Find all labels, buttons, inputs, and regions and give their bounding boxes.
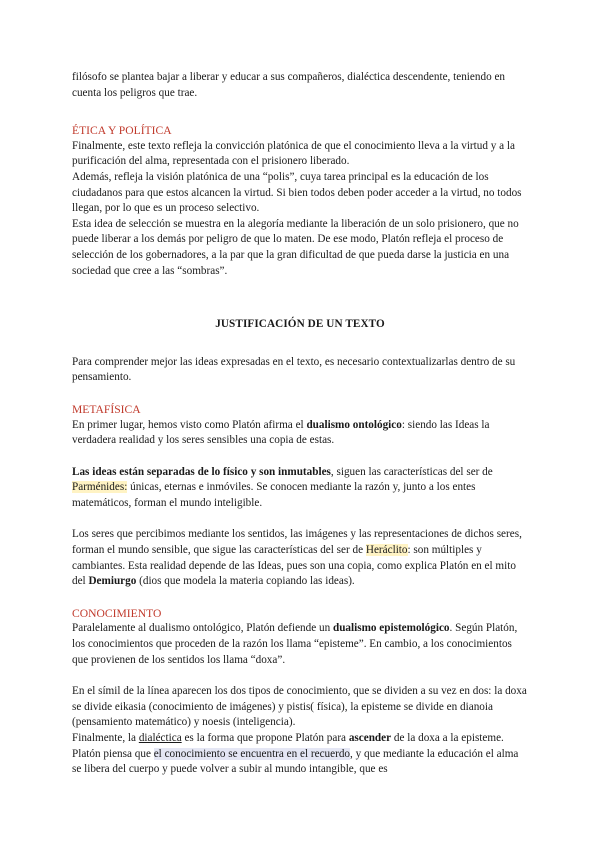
ideas-separadas-phrase: Las ideas están separadas de lo físico y son inmutables xyxy=(72,465,331,478)
text-run: En primer lugar, hemos visto como Platón afirma el xyxy=(72,418,307,431)
conocimiento-paragraph-2: En el símil de la línea aparecen los dos tipos de conocimiento, que se dividen a su vez en dos: la doxa se divide eikasia (conocimiento de imágenes) y pistis( física), la episteme se divide en dianoia (pensamiento matemático) y noesis (inteligencia). xyxy=(72,685,527,729)
text-run: . Según Platón, los conocimientos que proceden de la razón los llama “episteme”. En cambio, a los conocimientos que provienen de los sentidos los llama “doxa”. xyxy=(72,622,518,666)
dualismo-epistemologico-term: dualismo epistemológico xyxy=(332,622,450,635)
parmenides-highlight: Parménides: xyxy=(72,481,128,494)
ascender-term: ascender xyxy=(348,732,392,744)
dualismo-ontologico-term: dualismo ontológico xyxy=(306,418,402,431)
etica-paragraph-1: Finalmente, este texto refleja la convicción platónica de que el conocimiento lleva a la virtud y a la purificación del alma, representada con el prisionero liberado. xyxy=(72,139,515,168)
intro-paragraph: filósofo se plantea bajar a liberar y educar a sus compañeros, dialéctica descendente, teniendo en cuenta los peligros que trae. xyxy=(72,71,506,99)
text-run: Los seres que percibimos mediante los sentidos, las imágenes y las representaciones de dichos seres, forman el mundo sensible, que sigue las características del ser de xyxy=(72,528,522,557)
etica-paragraph-2: Además, refleja la visión platónica de una “polis”, cuya tarea principal es la educación de los ciudadanos para que estos alcancen la virtud. Si bien todos deben poder acceder a la virtud, no todos llegan, por lo que es un proceso selectivo. xyxy=(72,170,522,215)
text-run: únicas, eternas e inmóviles. Se conocen mediante la razón y, junto a los entes matemáticos, forman el mundo inteligible. xyxy=(72,481,476,509)
text-run: , siguen las características del ser de xyxy=(330,465,493,478)
text-run: es la forma que propone Platón para xyxy=(181,732,349,744)
metafisica-paragraph-2 xyxy=(72,465,528,512)
justificacion-title: JUSTIFICACIÓN DE UN TEXTO xyxy=(215,318,385,331)
document-body xyxy=(72,70,528,778)
demiurgo-term: Demiurgo xyxy=(88,575,137,588)
metafisica-paragraph-3 xyxy=(72,527,528,589)
metafisica-paragraph-1 xyxy=(72,418,528,449)
etica-paragraph-3: Esta idea de selección se muestra en la alegoría mediante la liberación de un solo prisionero, que no puede liberar a los demás por peligro de que lo maten. De ese modo, Platón refleja el proceso de selección de los gobernadores, a la par que la gran dificultad de que pueda darse la justicia en una sociedad que cree a las “sombras”. xyxy=(72,217,519,277)
text-run: , y que mediante la educación el alma se libera del cuerpo y puede volver a subir al mundo intangible, que es xyxy=(72,747,519,776)
etica-heading: ÉTICA Y POLÍTICA xyxy=(72,124,172,138)
recuerdo-highlight: el conocimiento se encuentra en el recuerdo xyxy=(153,747,351,760)
heraclito-highlight: Heráclito xyxy=(365,544,408,557)
text-run: de la doxa a la episteme. Platón piensa que xyxy=(72,732,504,760)
text-run: : siendo las Ideas la verdadera realidad y los seres sensibles una copia de estas. xyxy=(72,418,490,447)
text-run: Paralelamente al dualismo ontológico, Platón defiende un xyxy=(72,622,333,635)
justificacion-paragraph: Para comprender mejor las ideas expresadas en el texto, es necesario contextualizarlas dentro de su pensamiento. xyxy=(72,355,516,384)
text-run: Finalmente, la xyxy=(72,732,139,744)
conocimiento-heading: CONOCIMIENTO xyxy=(72,606,162,620)
text-run: : son múltiples y cambiantes. Esta realidad depende de las Ideas, pues son una copia, como explica Platón en el mito del xyxy=(72,544,516,588)
dialectica-term: dialéctica xyxy=(138,732,182,744)
metafisica-heading: METAFÍSICA xyxy=(72,402,141,416)
text-run: (dios que modela la materia copiando las ideas). xyxy=(136,575,355,588)
conocimiento-paragraph-3 xyxy=(72,731,528,778)
conocimiento-paragraph-1 xyxy=(72,621,528,668)
